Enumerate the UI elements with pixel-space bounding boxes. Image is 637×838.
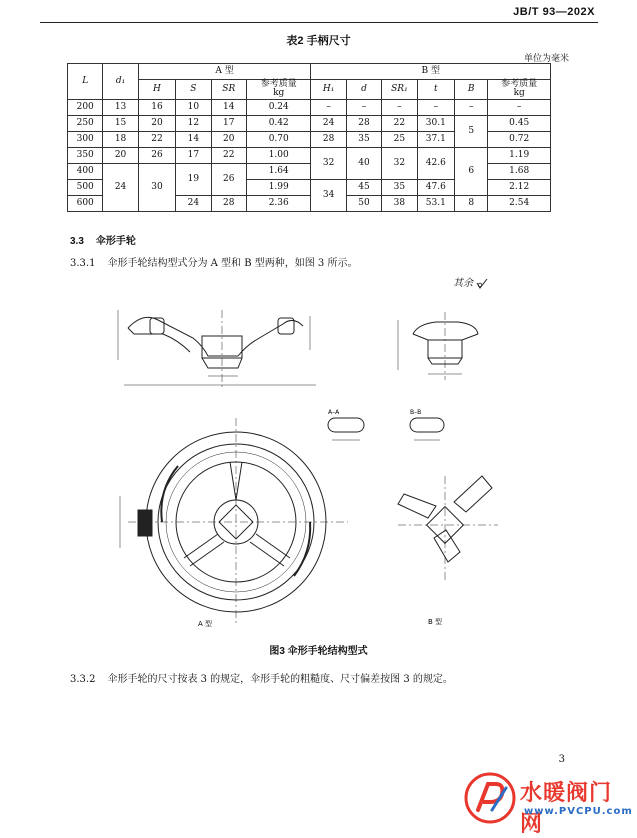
- header-S: S: [176, 80, 211, 100]
- cell: 400: [68, 163, 103, 179]
- cell: 22: [138, 131, 175, 147]
- cell: 600: [68, 195, 103, 211]
- cell: 22: [211, 147, 246, 163]
- cell: 0.72: [488, 131, 551, 147]
- cell: 0.42: [246, 115, 311, 131]
- cell: –: [488, 99, 551, 115]
- cell: 6: [455, 147, 488, 195]
- cell: 1.68: [488, 163, 551, 179]
- watermark-logo-icon: [462, 770, 518, 826]
- cell: 26: [138, 147, 175, 163]
- header-mass-b: 参考质量 kg: [488, 80, 551, 100]
- side-view-b: [398, 312, 478, 380]
- cell: 5: [455, 115, 488, 147]
- front-view-b: [398, 476, 498, 580]
- front-view-a: [120, 418, 348, 626]
- cell: 34: [311, 179, 346, 211]
- cell: 35: [346, 131, 381, 147]
- cell: 200: [68, 99, 103, 115]
- cell: 0.45: [488, 115, 551, 131]
- cell: 22: [382, 115, 417, 131]
- cell: 0.24: [246, 99, 311, 115]
- cell: 8: [455, 195, 488, 211]
- cell: 17: [176, 147, 211, 163]
- cell: –: [455, 99, 488, 115]
- cell: 50: [346, 195, 381, 211]
- cell: –: [417, 99, 454, 115]
- clause-number: 3.3.2: [70, 674, 96, 685]
- table-row: [68, 99, 551, 115]
- cell: 300: [68, 131, 103, 147]
- cell: 13: [103, 99, 138, 115]
- header-B: B: [455, 80, 488, 100]
- handwheel-drawing: [98, 290, 528, 630]
- header-H1: H₁: [311, 80, 346, 100]
- cell: 30.1: [417, 115, 454, 131]
- cell: 20: [138, 115, 175, 131]
- section-bb-label: B–B: [410, 409, 422, 416]
- cell: 19: [176, 163, 211, 195]
- cell: 28: [211, 195, 246, 211]
- roughness-note: [453, 274, 488, 289]
- cell: 250: [68, 115, 103, 131]
- header-SR: SR: [211, 80, 246, 100]
- cell: 38: [382, 195, 417, 211]
- cell: 37.1: [417, 131, 454, 147]
- cell: 20: [103, 147, 138, 163]
- cell: 2.12: [488, 179, 551, 195]
- header-t: t: [417, 80, 454, 100]
- watermark-name: 水暖阀门网: [520, 781, 613, 837]
- table-row: [68, 115, 551, 131]
- cell: 2.54: [488, 195, 551, 211]
- cell: 17: [211, 115, 246, 131]
- cell: 42.6: [417, 147, 454, 179]
- cell: 28: [346, 115, 381, 131]
- clause-text: 伞形手轮结构型式分为 A 型和 B 型两种，如图 3 所示。: [107, 258, 358, 269]
- cell: 26: [211, 163, 246, 195]
- header-mass-a: 参考质量 kg: [246, 80, 311, 100]
- header-L: L: [68, 64, 103, 100]
- header-type-b: B 型: [311, 64, 551, 80]
- header-H: H: [138, 80, 175, 100]
- clause-text: 伞形手轮的尺寸按表 3 的规定，伞形手轮的粗糙度、尺寸偏差按图 3 的规定。: [107, 674, 453, 685]
- cell: 53.1: [417, 195, 454, 211]
- cell: 15: [103, 115, 138, 131]
- standard-code: JB/T 93—202X: [513, 6, 595, 18]
- header-type-a: A 型: [138, 64, 311, 80]
- unit-note: 单位为毫米: [523, 54, 569, 64]
- figure-label-b: B 型: [428, 618, 443, 626]
- header-rule: [40, 22, 598, 23]
- side-view-a: [118, 310, 316, 390]
- roughness-symbol-icon: [476, 279, 488, 289]
- cell: 1.00: [246, 147, 311, 163]
- table-row: [68, 147, 551, 163]
- roughness-note-text: 其余: [453, 278, 473, 289]
- paragraph-3-3-2: [70, 670, 453, 685]
- cell: –: [382, 99, 417, 115]
- section-number: 3.3: [70, 236, 84, 247]
- cell: 14: [176, 131, 211, 147]
- cell: –: [311, 99, 346, 115]
- cell: 40: [346, 147, 381, 179]
- cell: –: [346, 99, 381, 115]
- cell: 500: [68, 179, 103, 195]
- cell: 20: [211, 131, 246, 147]
- section-bb-view: [410, 418, 444, 440]
- cell: 35: [382, 179, 417, 195]
- cell: 32: [382, 147, 417, 179]
- cell: 18: [103, 131, 138, 147]
- header-SR1: SR₁: [382, 80, 417, 100]
- site-watermark: [462, 770, 633, 837]
- cell: 1.99: [246, 179, 311, 195]
- cell: 32: [311, 147, 346, 179]
- table-header-row-1: [68, 64, 551, 80]
- cell: 47.6: [417, 179, 454, 195]
- cell: 350: [68, 147, 103, 163]
- watermark-url: www.PVCPU.com: [524, 806, 633, 817]
- header-d: d: [346, 80, 381, 100]
- clause-number: 3.3.1: [70, 258, 96, 269]
- handle-dimension-table: [67, 63, 551, 212]
- section-heading: [70, 232, 148, 247]
- cell: 28: [311, 131, 346, 147]
- cell: 25: [382, 131, 417, 147]
- figure-caption: 图3 伞形手轮结构型式: [269, 646, 368, 657]
- cell: 14: [211, 99, 246, 115]
- table-title: 表2 手柄尺寸: [286, 35, 351, 47]
- cell: 24: [176, 195, 211, 211]
- section-aa-label: A–A: [328, 409, 340, 416]
- cell: 45: [346, 179, 381, 195]
- cell: 10: [176, 99, 211, 115]
- cell: 12: [176, 115, 211, 131]
- cell: 30: [138, 163, 175, 211]
- paragraph-3-3-1: [70, 254, 357, 269]
- header-d1: d₁: [103, 64, 138, 100]
- cell: 16: [138, 99, 175, 115]
- section-aa-view: [328, 418, 364, 440]
- table-header-row-2: [68, 80, 551, 100]
- cell: 24: [103, 163, 138, 211]
- cell: 1.19: [488, 147, 551, 163]
- cell: 1.64: [246, 163, 311, 179]
- cell: 24: [311, 115, 346, 131]
- cell: 2.36: [246, 195, 311, 211]
- cell: 0.70: [246, 131, 311, 147]
- page-number: 3: [558, 754, 565, 765]
- figure-label-a: A 型: [198, 620, 213, 628]
- section-title: 伞形手轮: [95, 236, 136, 247]
